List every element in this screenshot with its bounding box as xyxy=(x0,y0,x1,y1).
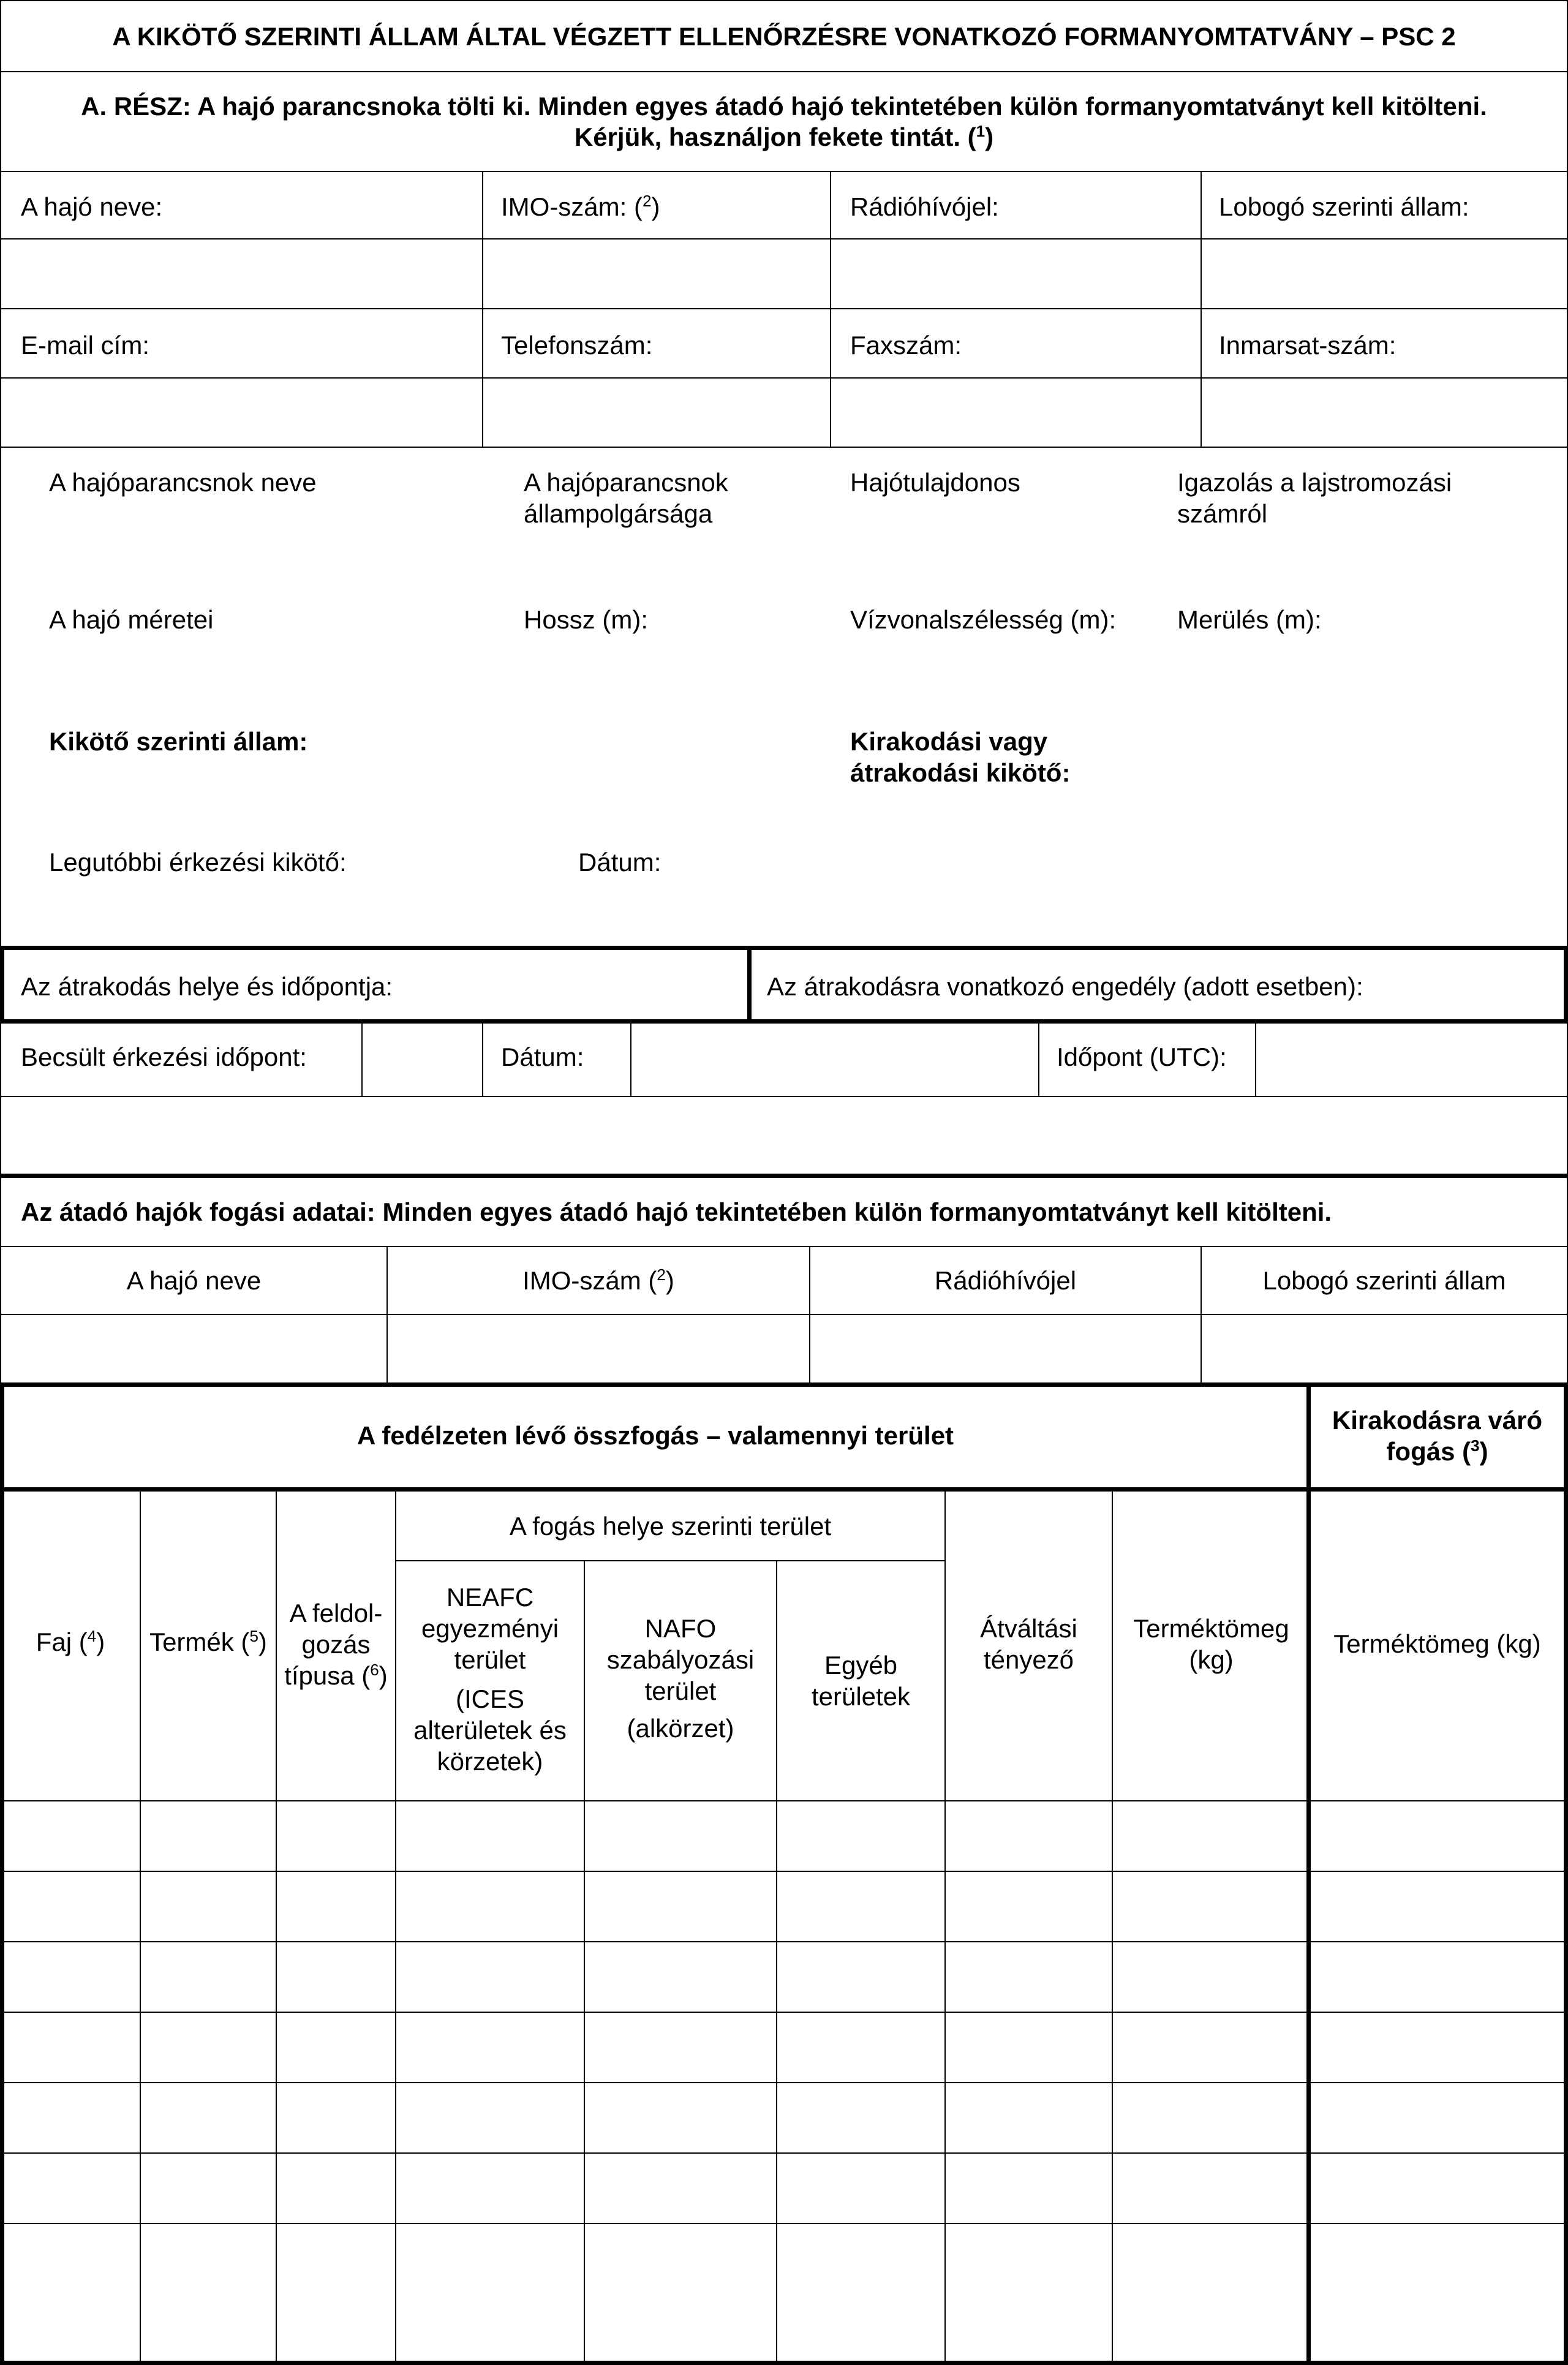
area-of-catch-label: A fogás helye szerinti terület xyxy=(509,1512,832,1541)
donor-callsign-label: Rádióhívójel xyxy=(934,1266,1077,1295)
catch-row-4-product-weight-cell[interactable] xyxy=(1112,2012,1311,2083)
catch-row-7-landed-weight-cell[interactable] xyxy=(1306,2223,1568,2365)
catch-row-4-species-cell[interactable] xyxy=(0,2012,141,2083)
fax-label: Faxszám: xyxy=(850,331,962,360)
species-label: Faj ($^4$) xyxy=(36,1627,105,1656)
catch-row-4-other-areas-cell[interactable] xyxy=(776,2012,946,2083)
catch-row-3-neafc-cell[interactable] xyxy=(395,1941,585,2013)
port-state-label[interactable]: Kikötő szerinti állam: xyxy=(49,727,308,756)
catch-row-5-conversion-cell[interactable] xyxy=(944,2082,1113,2154)
catch-row-5-processing-cell[interactable] xyxy=(276,2082,396,2154)
neafc-sublabel: (ICES alterületek és körzetek) xyxy=(413,1684,567,1776)
catch-row-1-landed-weight-cell[interactable] xyxy=(1306,1800,1568,1872)
catch-row-3-processing-cell[interactable] xyxy=(276,1941,396,2013)
nafo-sublabel: (alkörzet) xyxy=(627,1714,734,1743)
catch-row-7-nafo-cell[interactable] xyxy=(584,2223,777,2365)
catch-row-1-nafo-cell[interactable] xyxy=(584,1800,777,1872)
product-label: Termék ($^5$) xyxy=(149,1627,267,1656)
phone-field[interactable] xyxy=(482,377,831,448)
donor-imo-field[interactable] xyxy=(386,1314,810,1384)
last-port-label[interactable]: Legutóbbi érkezési kikötő: xyxy=(49,848,347,877)
form-title: A KIKÖTŐ SZERINTI ÁLLAM ÁLTAL VÉGZETT ELLENŐRZÉSRE VONATKOZÓ FORMANYOMTATVÁNY – PSC 2 xyxy=(112,22,1456,51)
catch-row-6-processing-cell[interactable] xyxy=(276,2152,396,2224)
catch-row-2-landed-weight-cell[interactable] xyxy=(1306,1871,1568,1942)
catch-row-1-product-cell[interactable] xyxy=(140,1800,277,1872)
catch-row-6-nafo-cell[interactable] xyxy=(584,2152,777,2224)
catch-row-7-conversion-cell[interactable] xyxy=(944,2223,1113,2365)
donor-flag-label: Lobogó szerinti állam xyxy=(1262,1266,1506,1295)
catch-row-3-landed-weight-cell[interactable] xyxy=(1306,1941,1568,2013)
dimensions-label: A hajó méretei xyxy=(49,605,214,634)
catch-row-3-product-cell[interactable] xyxy=(140,1941,277,2013)
part-a-instructions-line1: A. RÉSZ: A hajó parancsnoka tölti ki. Minden egyes átadó hajó tekintetében külön formanyomtatványt kell kitölteni. xyxy=(81,92,1487,121)
transhipment-place-label: Az átrakodás helye és időpontja: xyxy=(21,972,393,1001)
master-name-label[interactable]: A hajóparancsnok neve xyxy=(49,468,317,497)
donor-imo-label: IMO-szám ($^2$) xyxy=(522,1265,674,1295)
donor-flag-field[interactable] xyxy=(1200,1314,1568,1384)
catch-row-7-neafc-cell[interactable] xyxy=(395,2223,585,2365)
catch-row-3-conversion-cell[interactable] xyxy=(944,1941,1113,2013)
transhipment-notes-field[interactable] xyxy=(0,1096,1568,1175)
catch-row-7-product-cell[interactable] xyxy=(140,2223,277,2365)
catch-row-1-species-cell[interactable] xyxy=(0,1800,141,1872)
catch-row-4-neafc-cell[interactable] xyxy=(395,2012,585,2083)
owner-label[interactable]: Hajótulajdonos xyxy=(850,468,1020,497)
neafc-label: NEAFC egyezményi terület xyxy=(421,1583,559,1675)
catch-row-6-landed-weight-cell[interactable] xyxy=(1306,2152,1568,2224)
catch-row-1-neafc-cell[interactable] xyxy=(395,1800,585,1872)
total-on-board-label: A fedélzeten lévő összfogás – valamennyi terület xyxy=(356,1421,954,1450)
vessel-name-field[interactable] xyxy=(0,238,483,309)
draught-label[interactable]: Merülés (m): xyxy=(1177,605,1322,634)
conversion-label: Átváltási tényező xyxy=(980,1614,1077,1675)
nafo-label: NAFO szabályozási terület xyxy=(606,1614,755,1706)
donor-name-field[interactable] xyxy=(0,1314,388,1384)
imo-field[interactable] xyxy=(482,238,831,309)
catch-row-2-species-cell[interactable] xyxy=(0,1871,141,1942)
product-weight-label: Terméktömeg (kg) xyxy=(1133,1614,1289,1675)
part-a-instructions-line2: Kérjük, használjon fekete tintát. ($^1$) xyxy=(574,122,994,151)
callsign-label: Rádióhívójel: xyxy=(850,192,999,221)
catch-row-7-species-cell[interactable] xyxy=(0,2223,141,2365)
imo-label: IMO-szám: ($^2$) xyxy=(501,192,660,221)
beam-label[interactable]: Vízvonalszélesség (m): xyxy=(850,605,1117,634)
eta-label: Becsült érkezési időpont: xyxy=(21,1043,307,1071)
fax-field[interactable] xyxy=(830,377,1202,448)
to-be-landed-label: Kirakodásra váró fogás ($^3$) xyxy=(1332,1406,1543,1466)
catch-row-5-product-weight-cell[interactable] xyxy=(1112,2082,1311,2154)
catch-row-4-nafo-cell[interactable] xyxy=(584,2012,777,2083)
catch-row-3-nafo-cell[interactable] xyxy=(584,1941,777,2013)
catch-row-6-conversion-cell[interactable] xyxy=(944,2152,1113,2224)
catch-row-2-conversion-cell[interactable] xyxy=(944,1871,1113,1942)
eta-date-field[interactable] xyxy=(630,1022,1039,1097)
catch-row-2-other-areas-cell[interactable] xyxy=(776,1871,946,1942)
catch-row-5-other-areas-cell[interactable] xyxy=(776,2082,946,2154)
catch-row-4-processing-cell[interactable] xyxy=(276,2012,396,2083)
catch-row-7-other-areas-cell[interactable] xyxy=(776,2223,946,2365)
donor-heading: Az átadó hajók fogási adatai: Minden egyes átadó hajó tekintetében külön formanyomtatványt kell kitölteni. xyxy=(21,1198,1332,1226)
catch-row-7-product-weight-cell[interactable] xyxy=(1112,2223,1311,2365)
length-label[interactable]: Hossz (m): xyxy=(524,605,648,634)
catch-row-2-product-cell[interactable] xyxy=(140,1871,277,1942)
processing-label: A feldol- gozás típusa ($^6$) xyxy=(284,1599,388,1691)
catch-row-2-product-weight-cell[interactable] xyxy=(1112,1871,1311,1942)
catch-row-3-species-cell[interactable] xyxy=(0,1941,141,2013)
catch-row-6-other-areas-cell[interactable] xyxy=(776,2152,946,2224)
catch-row-5-product-cell[interactable] xyxy=(140,2082,277,2154)
catch-row-1-conversion-cell[interactable] xyxy=(944,1800,1113,1872)
flag-field[interactable] xyxy=(1200,238,1568,309)
catch-row-4-product-cell[interactable] xyxy=(140,2012,277,2083)
inmarsat-field[interactable] xyxy=(1200,377,1568,448)
eta-date-label: Dátum: xyxy=(501,1043,584,1071)
catch-row-2-nafo-cell[interactable] xyxy=(584,1871,777,1942)
catch-row-4-conversion-cell[interactable] xyxy=(944,2012,1113,2083)
catch-row-6-product-cell[interactable] xyxy=(140,2152,277,2224)
catch-row-1-other-areas-cell[interactable] xyxy=(776,1800,946,1872)
email-field[interactable] xyxy=(0,377,483,448)
catch-row-5-nafo-cell[interactable] xyxy=(584,2082,777,2154)
callsign-field[interactable] xyxy=(830,238,1202,309)
landing-port-label[interactable]: Kirakodási vagy átrakodási kikötő: xyxy=(850,727,1071,788)
registration-label[interactable]: Igazolás a lajstromozási számról xyxy=(1177,468,1452,529)
master-nationality-label[interactable]: A hajóparancsnok állampolgársága xyxy=(524,468,728,529)
email-label: E-mail cím: xyxy=(21,331,149,360)
time-utc-field[interactable] xyxy=(1255,1022,1568,1097)
catch-row-1-processing-cell[interactable] xyxy=(276,1800,396,1872)
eta-field[interactable] xyxy=(361,1022,483,1097)
donor-callsign-field[interactable] xyxy=(809,1314,1202,1384)
time-utc-label: Időpont (UTC): xyxy=(1057,1043,1227,1071)
flag-label: Lobogó szerinti állam: xyxy=(1219,192,1469,221)
transhipment-authorisation-label: Az átrakodásra vonatkozó engedély (adott esetben): xyxy=(767,972,1363,1001)
catch-row-4-landed-weight-cell[interactable] xyxy=(1306,2012,1568,2083)
landed-weight-label: Terméktömeg (kg) xyxy=(1333,1629,1541,1658)
catch-row-5-species-cell[interactable] xyxy=(0,2082,141,2154)
donor-name-label: A hajó neve xyxy=(126,1266,262,1295)
catch-row-5-landed-weight-cell[interactable] xyxy=(1306,2082,1568,2154)
catch-row-3-product-weight-cell[interactable] xyxy=(1112,1941,1311,2013)
other-areas-label: Egyéb területek xyxy=(811,1651,911,1711)
catch-row-6-species-cell[interactable] xyxy=(0,2152,141,2224)
phone-label: Telefonszám: xyxy=(501,331,653,360)
last-port-date-label[interactable]: Dátum: xyxy=(578,848,662,877)
catch-row-5-neafc-cell[interactable] xyxy=(395,2082,585,2154)
catch-row-6-neafc-cell[interactable] xyxy=(395,2152,585,2224)
inmarsat-label: Inmarsat-szám: xyxy=(1219,331,1396,360)
catch-row-1-product-weight-cell[interactable] xyxy=(1112,1800,1311,1872)
catch-row-3-other-areas-cell[interactable] xyxy=(776,1941,946,2013)
catch-row-7-processing-cell[interactable] xyxy=(276,2223,396,2365)
vessel-name-label: A hajó neve: xyxy=(21,192,163,221)
catch-row-2-processing-cell[interactable] xyxy=(276,1871,396,1942)
catch-row-6-product-weight-cell[interactable] xyxy=(1112,2152,1311,2224)
catch-row-2-neafc-cell[interactable] xyxy=(395,1871,585,1942)
